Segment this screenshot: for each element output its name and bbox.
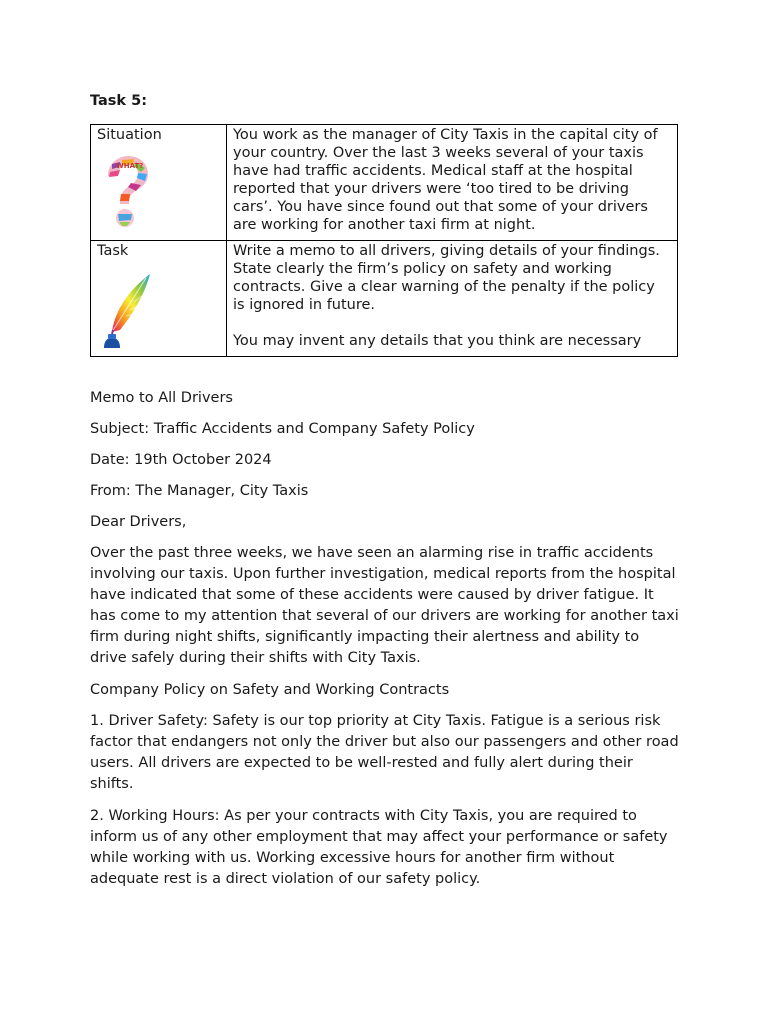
memo-title: Memo to All Drivers [90,390,233,406]
memo-point-1: 1. Driver Safety: Safety is our top priority at City Taxis. Fatigue is a serious risk factor that endangers not only the driver but also our passengers and other road users. All drivers are expected to be well-rested and fully alert during their shifts. [90,713,679,792]
memo-point-2: 2. Working Hours: As per your contracts with City Taxis, you are required to inform us of any other employment that may affect your performance or safety while working with us. Working excessive hours for another firm without adequate rest is a direct violation of our safety policy. [90,808,668,887]
quill-pen-ink-icon [100,270,156,350]
memo-greeting: Dear Drivers, [90,514,187,530]
situation-row [91,125,678,241]
memo-policy-heading: Company Policy on Safety and Working Contracts [90,682,450,698]
memo-from: From: The Manager, City Taxis [90,483,309,499]
question-mark-word: WHAT? [116,162,144,170]
memo-subject: Subject: Traffic Accidents and Company Safety Policy [90,421,475,437]
task-row [91,241,678,357]
task-note: You may invent any details that you think are necessary [233,333,642,349]
question-mark-word-cloud-icon [100,154,152,230]
task-table [90,124,678,357]
memo-date: Date: 19th October 2024 [90,452,272,468]
task-text-cell [227,241,678,357]
memo-intro-paragraph: Over the past three weeks, we have seen an alarming rise in traffic accidents involving our taxis. Upon further investigation, medical reports from the hospital have indicated that some of these accidents were caused by driver fatigue. It has come to my attention that several of our drivers are working for another taxi firm during night shifts, significantly impacting their alertness and ability to drive safely during their shifts with City Taxis. [90,545,679,666]
situation-label: Situation [97,127,162,143]
task-text: Write a memo to all drivers, giving details of your findings. State clearly the firm’s policy on safety and working contracts. Give a clear warning of the penalty if the policy is ignored in future. [233,243,660,313]
memo-body [90,388,680,890]
document-page [90,92,680,901]
situation-label-cell [91,125,227,241]
task-label: Task [97,243,129,259]
situation-text: You work as the manager of City Taxis in the capital city of your country. Over the last 3 weeks several of your taxis have had traffic accidents. Medical staff at the hospital reported that your drivers were ‘too tired to be driving cars’. You have since found out that some of your drivers are working for another taxi firm at night. [233,127,658,233]
task-heading: Task 5: [90,93,148,109]
situation-text-cell [227,125,678,241]
task-label-cell [91,241,227,357]
